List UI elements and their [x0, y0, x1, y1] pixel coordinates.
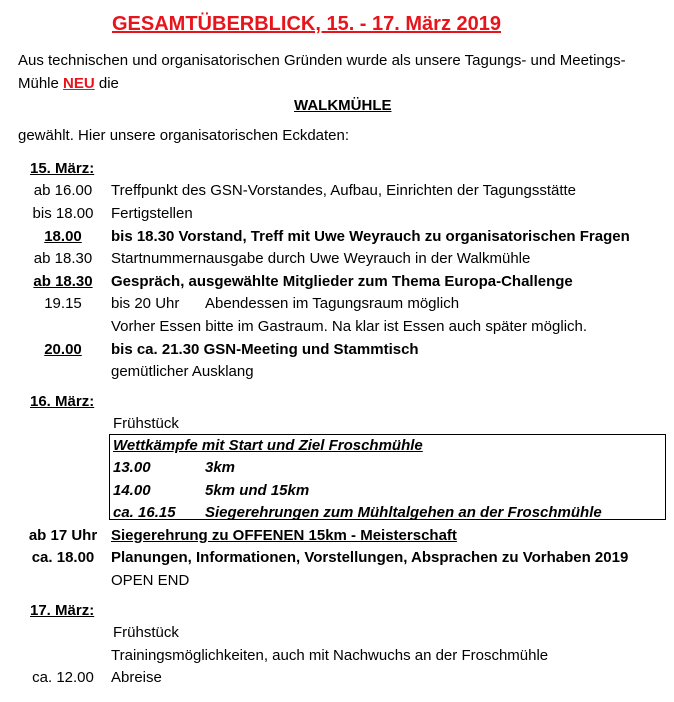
- day2-time: ab 17 Uhr: [28, 527, 98, 544]
- competition-time: ca. 16.15: [113, 504, 176, 521]
- venue-name: WALKMÜHLE: [294, 97, 392, 114]
- day1-entry: Gespräch, ausgewählte Mitglieder zum Thema Europa-Challenge: [111, 273, 573, 290]
- day2-entry: Planungen, Informationen, Vorstellungen, Absprachen zu Vorhaben 2019: [111, 549, 629, 566]
- intro-line-1: Aus technischen und organisatorischen Gründen wurde als unsere Tagungs- und Meetings-: [18, 52, 626, 69]
- intro-line-2: [18, 74, 119, 94]
- day1-time: 20.00: [44, 341, 82, 358]
- day1-entry: bis 18.30 Vorstand, Treff mit Uwe Weyrauch zu organisatorischen Fragen: [111, 228, 630, 245]
- day1-entry: Vorher Essen bitte im Gastraum. Na klar ist Essen auch später möglich.: [111, 318, 588, 335]
- day1-entry: bis ca. 21.30 GSN-Meeting und Stammtisch: [111, 341, 419, 358]
- competition-entry: 5km und 15km: [205, 482, 310, 499]
- day3-time: ca. 12.00: [32, 669, 94, 686]
- day1-entry-detail: Abendessen im Tagungsraum möglich: [205, 295, 460, 312]
- day3-heading: 17. März:: [30, 602, 95, 619]
- intro-line-2-post: die: [94, 75, 119, 92]
- day1-time: ab 16.00: [33, 182, 93, 199]
- day2-breakfast: Frühstück: [113, 415, 179, 432]
- intro-line-3: gewählt. Hier unsere organisatorischen Eckdaten:: [18, 127, 350, 144]
- intro-line-2-pre: Mühle: [18, 75, 64, 92]
- competition-time: 14.00: [113, 482, 151, 499]
- day3-entry: Frühstück: [113, 624, 179, 641]
- day1-entry: Treffpunkt des GSN-Vorstandes, Aufbau, Einrichten der Tagungsstätte: [111, 182, 576, 199]
- day3-entry: Trainingsmöglichkeiten, auch mit Nachwuchs an der Froschmühle: [111, 647, 549, 664]
- day2-entry: Siegerehrung zu OFFENEN 15km - Meisterschaft: [111, 527, 457, 544]
- new-label: NEU: [63, 75, 95, 92]
- competition-entry: 3km: [205, 459, 236, 476]
- day1-time: 18.00: [44, 228, 82, 245]
- day2-heading: 16. März:: [30, 393, 95, 410]
- competitions-heading: Wettkämpfe mit Start und Ziel Froschmühle: [113, 437, 423, 454]
- day1-time: bis 18.00: [32, 205, 94, 222]
- day1-time: 19.15: [44, 295, 82, 312]
- day1-heading: 15. März:: [30, 160, 95, 177]
- day2-entry: OPEN END: [111, 572, 190, 589]
- competition-time: 13.00: [113, 459, 151, 476]
- day1-entry: Fertigstellen: [111, 205, 193, 222]
- competition-entry: Siegerehrungen zum Mühltalgehen an der Froschmühle: [205, 504, 602, 521]
- day1-time: ab 18.30: [33, 250, 93, 267]
- day2-time: ca. 18.00: [31, 549, 95, 566]
- day1-entry: bis 20 Uhr: [111, 295, 180, 312]
- day3-entry: Abreise: [111, 669, 162, 686]
- page-title: GESAMTÜBERBLICK, 15. - 17. März 2019: [112, 13, 501, 35]
- day1-time: ab 18.30: [33, 273, 93, 290]
- day1-entry: Startnummernausgabe durch Uwe Weyrauch in der Walkmühle: [111, 250, 531, 267]
- day1-entry: gemütlicher Ausklang: [111, 363, 254, 380]
